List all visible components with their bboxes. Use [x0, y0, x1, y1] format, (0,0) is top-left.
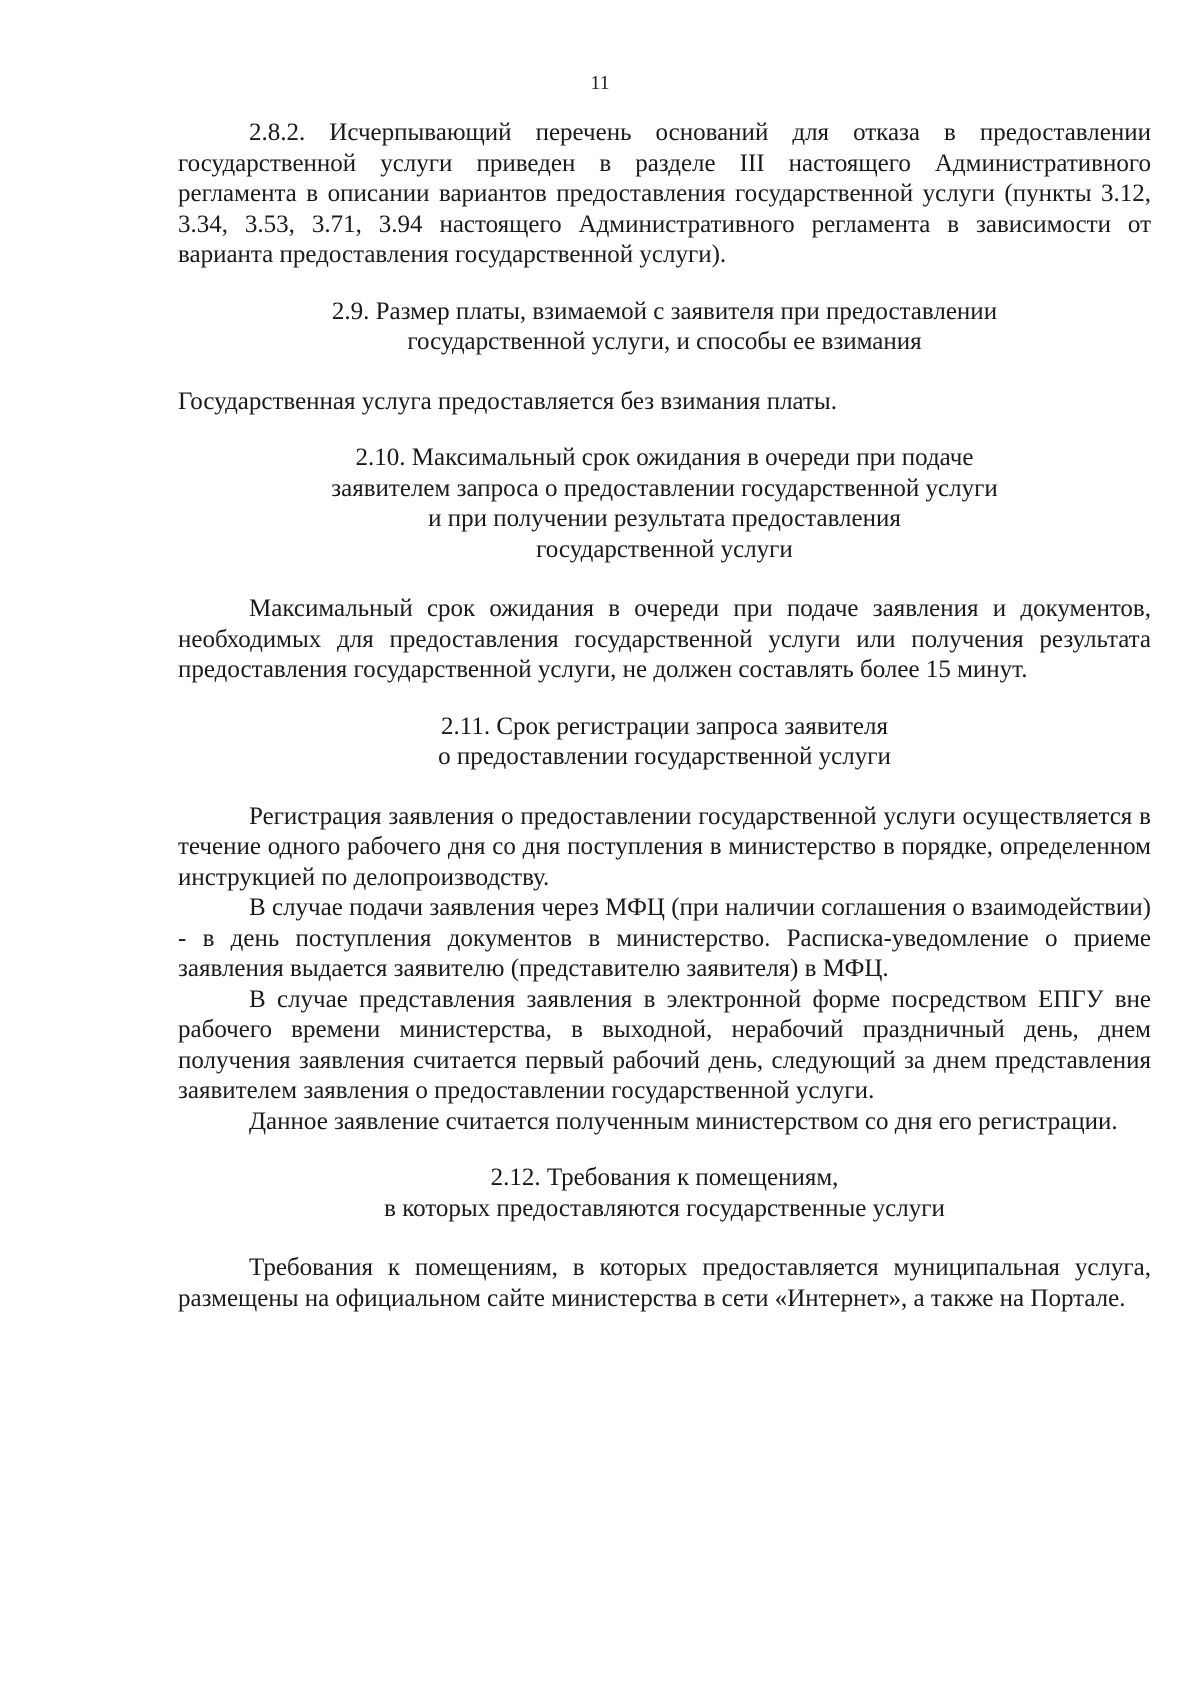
- paragraph-2-11-epgu: В случае представления заявления в электронной форме посредством ЕПГУ вне рабочего времени министерства, в выходной, нерабочий праздничный день, днем получения заявления считается первый рабочий день, следующий за днем представления заявителем заявления о предоставлении государственной услуги.: [178, 985, 1151, 1104]
- heading-line: заявителем запроса о предоставлении государственной услуги: [331, 474, 998, 502]
- paragraph-2-11-registration: Регистрация заявления о предоставлении государственной услуги осуществляется в течение одного рабочего дня со дня поступления в министерство в порядке, определенном инструкцией по делопроизводству.: [178, 802, 1151, 891]
- paragraph-2-11-received: Данное заявление считается полученным министерством со дня его регистрации.: [249, 1107, 1118, 1135]
- document-body: [178, 118, 1151, 1314]
- heading-2-11: [178, 712, 1151, 773]
- paragraph-2-8-2: 2.8.2. Исчерпывающий перечень оснований для отказа в предоставлении государственной услуги приведен в разделе III настоящего Административного регламента в описании вариантов предоставления государственной услуги (пункты 3.12, 3.34, 3.53, 3.71, 3.94 настоящего Административного регламента в зависимости от варианта предоставления государственной услуги).: [178, 119, 1151, 268]
- heading-line: о предоставлении государственной услуги: [438, 743, 891, 770]
- heading-line: 2.11. Срок регистрации запроса заявителя: [441, 712, 888, 740]
- heading-line: 2.12. Требования к помещениям,: [490, 1164, 839, 1191]
- page-number: 11: [590, 72, 610, 94]
- heading-line: в которых предоставляются государственные услуги: [384, 1194, 945, 1222]
- heading-2-10: [178, 443, 1151, 565]
- heading-2-12: [178, 1163, 1151, 1224]
- heading-line: 2.10. Максимальный срок ожидания в очереди при подаче: [355, 444, 974, 471]
- paragraph-2-10: Максимальный срок ожидания в очереди при подаче заявления и документов, необходимых для предоставления государственной услуги или получения результата предоставления государственной услуги, не должен составлять более 15 минут.: [178, 595, 1151, 683]
- paragraph-2-12: Требования к помещениям, в которых предоставляется муниципальная услуга, размещены на официальном сайте министерства в сети «Интернет», а также на Портале.: [178, 1254, 1151, 1312]
- heading-line: и при получении результата предоставления: [428, 505, 901, 532]
- heading-line: государственной услуги: [536, 535, 793, 563]
- heading-line: 2.9. Размер платы, взимаемой с заявителя при предоставлении: [331, 297, 998, 325]
- heading-line: государственной услуги, и способы ее взимания: [407, 328, 922, 355]
- heading-2-9: [178, 297, 1151, 358]
- paragraph-2-11-mfc: В случае подачи заявления через МФЦ (при наличии соглашения о взаимодействии) - в день поступления документов в министерство. Расписка-уведомление о приеме заявления выдается заявителю (представителю заявителя) в МФЦ.: [178, 894, 1151, 982]
- paragraph-2-9: Государственная услуга предоставляется без взимания платы.: [178, 387, 837, 415]
